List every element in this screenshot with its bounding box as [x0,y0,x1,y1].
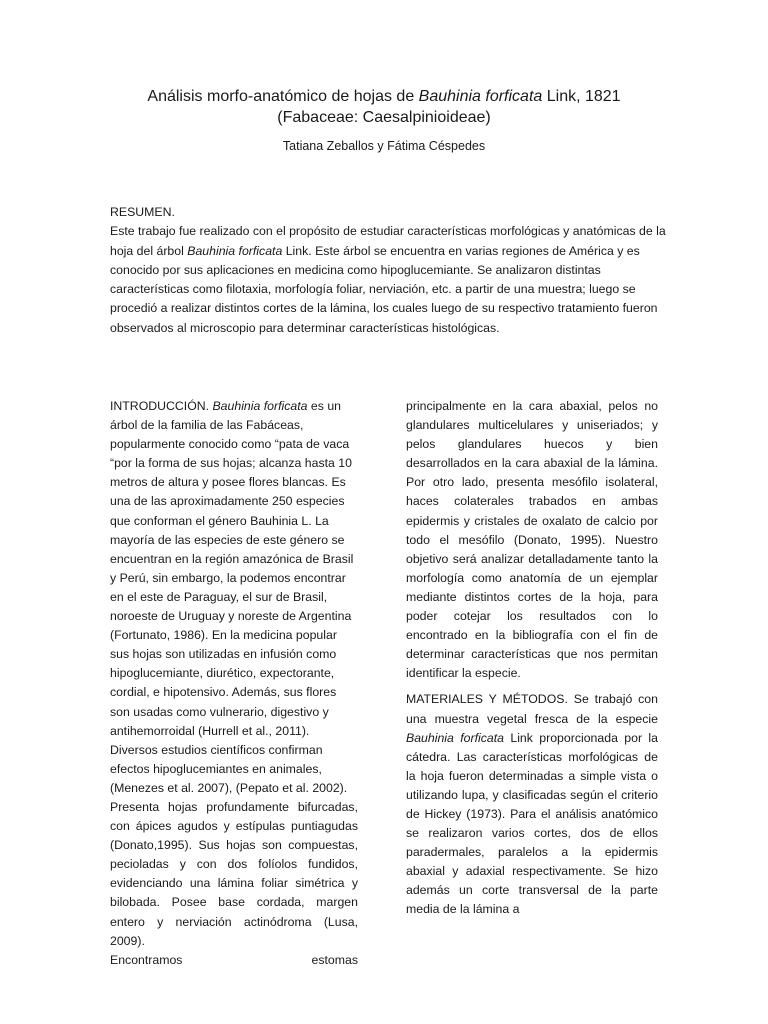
introduction-column [110,397,358,970]
introduction-continuation: principalmente en la cara abaxial, pelos no glandulares multicelulares y uniseriados; y pelos glandulares huecos y bien desarrollados en la cara abaxial de la lámina. Por otro lado, presenta mesófilo isolateral, haces colaterales trabados en ambas epidermis y cristales de oxalato de calcio por todo el mesófilo (Donato, 1995). Nuestro objetivo será analizar detalladamente tanto la morfología como anatomía de un ejemplar mediante distintos cortes de la hoja, para poder cotejar los resultados con lo encontrado en la bibliografía con el fin de determinar características que nos permitan identificar la especie. [406,399,658,681]
abstract-species: Bauhinia forficata [187,243,283,258]
introduction-species: Bauhinia forficata [212,399,308,413]
methods-species: Bauhinia forficata [406,730,504,745]
title-species: Bauhinia forficata [418,88,543,105]
abstract-text: Este trabajo fue realizado con el propósito de estudiar características morfológicas y anatómicas de la hoja del árbol Bauhinia forficata Link. Este árbol se encuentra en varias regiones de América y es conocido por sus aplicaciones en medicina como hipoglucemiante. Se analizaron distintas características como filotaxia, morfología foliar, nerviación, etc. a partir de una muestra; luego se procedió a realizar distintos cortes de la lámina, los cuales luego de su respectivo tratamiento fueron observados al microscopio para determinar características histológicas. [110,224,666,335]
authors: Tatiana Zeballos y Fátima Céspedes [282,139,486,153]
right-column [406,397,658,920]
methods-heading: MATERIALES Y MÉTODOS. [406,692,568,707]
title-line-1: Análisis morfo-anatómico de hojas de Bauhinia forficata Link, 1821 [147,88,621,105]
methods-paragraph: MATERIALES Y MÉTODOS. Se trabajó con una muestra vegetal fresca de la especie Bauhinia forficata Link proporcionada por la cátedra. Las características morfológicas de la hoja fueron determinadas a simple vista o utilizando lupa, y clasificadas según el criterio de Hickey (1973). Para el análisis anatómico se realizaron varios cortes, dos de ellos paradermales, paralelos a la epidermis abaxial y adaxial respectivamente. Se hizo además un corte transversal de la parte media de la lámina a [406,692,658,917]
abstract-section [110,203,670,338]
introduction-paragraph-3: Encontramos estomas [110,952,358,967]
introduction-heading: INTRODUCCIÓN. [110,399,213,413]
introduction-paragraph-2: Presenta hojas profundamente bifurcadas, con ápices agudos y estípulas puntiagudas (Donato,1995). Sus hojas son compuestas, pecioladas y con dos folíolos fundidos, evidenciando una lámina foliar simétrica y bilobada. Posee base cordada, margen entero y nerviación actinódroma (Lusa, 2009). [110,799,358,948]
title-line-2: (Fabaceae: Caesalpinioideae) [277,109,491,126]
paper-title [60,86,708,128]
introduction-paragraph: INTRODUCCIÓN. Bauhinia forficata es un árbol de la familia de las Fabáceas, popularmente conocido como “pata de vaca “por la forma de sus hojas; alcanza hasta 10 metros de altura y posee flores blancas. Es una de las aproximadamente 250 especies que conforman el género Bauhinia L. La mayoría de las especies de este género se encuentran en la región amazónica de Brasil y Perú, sin embargo, la podemos encontrar en el este de Paraguay, el sur de Brasil, noroeste de Uruguay y noreste de Argentina (Fortunato, 1986). En la medicina popular sus hojas son utilizadas en infusión como hipoglucemiante, diurético, expectorante, cordial, e hipotensivo. Además, sus flores son usadas como vulnerario, digestivo y antihemorroidal (Hurrell et al., 2011). Diversos estudios científicos confirman efectos hipoglucemiantes en animales, (Menezes et al. 2007), (Pepato et al. 2002). [110,399,354,795]
abstract-heading: RESUMEN. [110,205,175,219]
